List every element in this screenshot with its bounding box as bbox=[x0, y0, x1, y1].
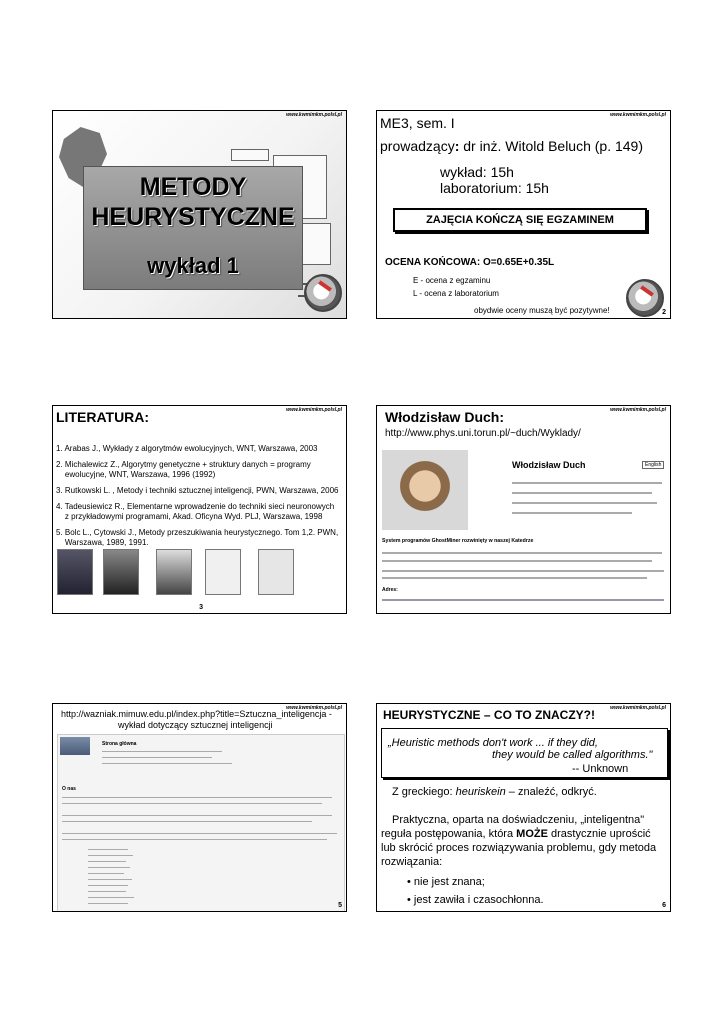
lecturer-line bbox=[380, 138, 643, 154]
site-logo bbox=[60, 737, 90, 755]
text-line bbox=[382, 560, 652, 562]
page-url[interactable]: http://wazniak.mimuw.edu.pl/index.php?title=Sztuczna_inteligencja - bbox=[61, 709, 332, 719]
bullet-item: • jest zawiła i czasochłonna. bbox=[407, 894, 544, 906]
definition-line1: Praktyczna, oparta na doświadczeniu, „inteligentna" bbox=[392, 814, 645, 826]
slide-4 bbox=[376, 405, 671, 614]
university-logo-icon bbox=[304, 274, 342, 312]
slide-1 bbox=[52, 110, 347, 319]
text-line bbox=[62, 797, 332, 798]
text-line bbox=[88, 897, 134, 898]
text-line bbox=[382, 577, 647, 579]
lab-hours: laboratorium: 15h bbox=[440, 180, 549, 196]
header-url: www.kwmimkm.polsl.pl bbox=[610, 407, 666, 413]
slide-6 bbox=[376, 703, 671, 912]
book-cover-image bbox=[156, 549, 192, 595]
slide-subtitle: wykład 1 bbox=[147, 253, 239, 278]
text-line bbox=[382, 552, 662, 554]
text-line bbox=[102, 751, 222, 752]
definition-line2 bbox=[381, 828, 651, 840]
site-page-heading: Strona główna bbox=[102, 741, 137, 747]
page-url[interactable]: http://www.phys.uni.torun.pl/~duch/Wyklady/ bbox=[385, 428, 581, 439]
text-line bbox=[88, 891, 126, 892]
text-line bbox=[88, 867, 130, 868]
header-url: www.kwmimkm.polsl.pl bbox=[286, 407, 342, 413]
lecturer-label: prowadzący bbox=[380, 138, 455, 154]
slide-2 bbox=[376, 110, 671, 319]
text-line bbox=[62, 815, 332, 816]
book-cover-image bbox=[258, 549, 294, 595]
literature-list bbox=[56, 444, 338, 548]
slide-number: 6 bbox=[662, 902, 666, 909]
text-line bbox=[88, 849, 128, 850]
exam-box bbox=[393, 208, 647, 232]
quote-line2: they would be called algorithms." bbox=[492, 749, 653, 761]
text-line bbox=[62, 839, 327, 840]
text-line bbox=[88, 885, 128, 886]
slide-number: 5 bbox=[338, 902, 342, 909]
exam-box-text: ZAJĘCIA KOŃCZĄ SIĘ EGZAMINEM bbox=[426, 214, 614, 226]
slide-title: HEURYSTYCZNE – CO TO ZNACZY?! bbox=[383, 708, 596, 722]
language-button[interactable]: English bbox=[642, 461, 664, 469]
university-logo-icon bbox=[626, 279, 664, 317]
page-url-description: wykład dotyczący sztucznej inteligencji bbox=[118, 720, 273, 730]
quote-author: -- Unknown bbox=[572, 763, 629, 775]
course-line: ME3, sem. I bbox=[380, 115, 455, 131]
quote-box bbox=[381, 728, 668, 778]
site-section-heading: O nas bbox=[62, 786, 76, 792]
greek-prefix: Z greckiego: bbox=[392, 786, 456, 798]
text-line bbox=[88, 879, 132, 880]
text-line bbox=[512, 502, 657, 504]
text-line bbox=[88, 873, 124, 874]
slide-title-line1: METODY bbox=[139, 173, 247, 201]
literature-item: 2. Michalewicz Z., Algorytmy genetyczne + struktury danych = programy bbox=[56, 460, 311, 469]
literature-item: 3. Rutkowski L. , Metody i techniki sztucznej inteligencji, PWN, Warszawa, 2006 bbox=[56, 486, 339, 495]
text-line bbox=[62, 803, 322, 804]
header-url: www.kwmimkm.polsl.pl bbox=[610, 112, 666, 118]
definition-line4: rozwiązania: bbox=[381, 856, 443, 868]
literature-item: 4. Tadeusiewicz R., Elementarne wprowadzenie do techniki sieci neuronowych bbox=[56, 502, 335, 511]
definition-emphasis: MOŻE bbox=[516, 828, 548, 840]
website-title: Włodzisław Duch bbox=[512, 460, 586, 470]
text-line bbox=[88, 861, 126, 862]
text-line bbox=[102, 763, 232, 764]
quote-line1: „Heuristic methods don't work ... if they did, bbox=[388, 737, 598, 749]
book-cover-image bbox=[205, 549, 241, 595]
header-url: www.kwmimkm.polsl.pl bbox=[286, 705, 342, 711]
definition-line3: lub skrócić proces rozwiązywania problemu, gdy metoda bbox=[381, 842, 657, 854]
text-line bbox=[88, 855, 133, 856]
ghostminer-banner: System programów GhostMiner rozwinięty w naszej Katedrze bbox=[382, 538, 534, 544]
lecture-hours: wykład: 15h bbox=[440, 164, 514, 180]
website-screenshot bbox=[57, 734, 345, 912]
diagram-box bbox=[299, 223, 331, 265]
final-grade-formula: OCENA KOŃCOWA: O=0.65E+0.35L bbox=[385, 257, 555, 268]
slide-title: LITERATURA: bbox=[56, 409, 150, 425]
slide-5 bbox=[52, 703, 347, 912]
text-line bbox=[62, 833, 337, 834]
literature-item: 5. Bolc L., Cytowski J., Metody przeszukiwania heurystycznego. Tom 1,2. PWN, bbox=[56, 528, 339, 537]
literature-item: Warszawa, 1989, 1991. bbox=[56, 538, 149, 547]
text-line bbox=[102, 757, 212, 758]
greek-word: heuriskein bbox=[455, 786, 506, 798]
slide-title-line2: HEURYSTYCZNE bbox=[91, 203, 295, 231]
header-url: www.kwmimkm.polsl.pl bbox=[286, 112, 342, 118]
definition-part: drastycznie uprościć bbox=[547, 828, 651, 840]
website-screenshot bbox=[381, 450, 667, 605]
grade-l-desc: L - ocena z laboratorium bbox=[413, 289, 499, 298]
address-label: Adres: bbox=[382, 587, 398, 593]
literature-item: ewolucyjne, WNT, Warszawa, 1996 (1992) bbox=[56, 470, 216, 479]
definition-part: reguła postępowania, która bbox=[381, 828, 517, 840]
text-line bbox=[512, 482, 662, 484]
grade-note: obydwie oceny muszą być pozytywne! bbox=[474, 306, 610, 315]
greek-suffix: – znaleźć, odkryć. bbox=[505, 786, 597, 798]
bullet-item: • nie jest znana; bbox=[407, 876, 485, 888]
text-line bbox=[512, 492, 652, 494]
slide-title: Włodzisław Duch: bbox=[385, 409, 504, 425]
slide-number: 2 bbox=[662, 309, 666, 316]
diagram-box bbox=[231, 149, 269, 161]
lecturer-colon: : bbox=[454, 138, 460, 154]
literature-item: 1. Arabas J., Wykłady z algorytmów ewolucyjnych, WNT, Warszawa, 2003 bbox=[56, 444, 318, 453]
literature-item: z przykładowymi programami, Akad. Oficyna Wyd. PLJ, Warszawa, 1998 bbox=[56, 512, 323, 521]
greek-origin bbox=[392, 786, 597, 798]
text-line bbox=[62, 821, 312, 822]
book-cover-image bbox=[57, 549, 93, 595]
text-line bbox=[382, 599, 664, 601]
title-panel bbox=[83, 166, 303, 290]
slide-number: 3 bbox=[199, 604, 203, 611]
lecturer-name: dr inż. Witold Beluch (p. 149) bbox=[459, 138, 644, 154]
book-cover-image bbox=[103, 549, 139, 595]
header-url: www.kwmimkm.polsl.pl bbox=[610, 705, 666, 711]
grade-e-desc: E - ocena z egzaminu bbox=[413, 276, 491, 285]
text-line bbox=[88, 903, 128, 904]
text-line bbox=[512, 512, 632, 514]
slide-3 bbox=[52, 405, 347, 614]
text-line bbox=[382, 570, 664, 572]
